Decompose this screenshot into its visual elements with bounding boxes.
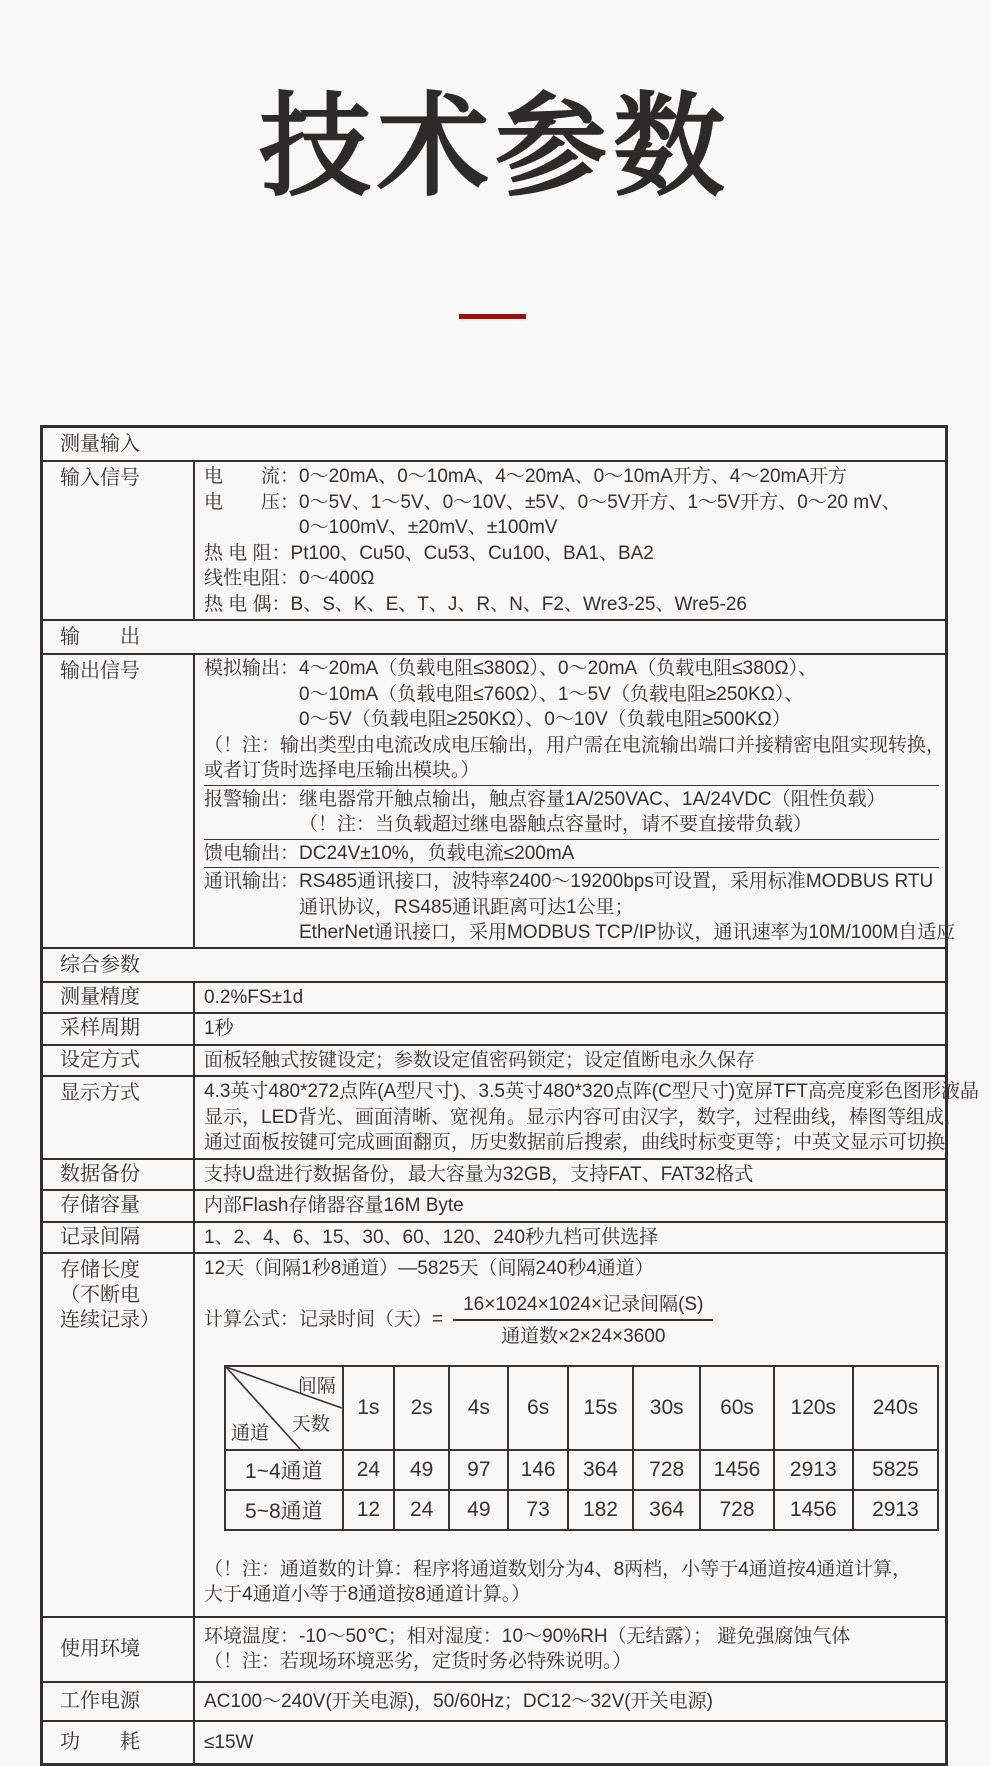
page-title: 技术参数 bbox=[259, 84, 731, 209]
spec-line: （！注：若现场环境恶劣，定货时务必特殊说明。） bbox=[204, 1651, 632, 1672]
spec-value: 内部Flash存储器容量16M Byte bbox=[204, 1195, 464, 1216]
spec-line: 热 电 阻：Pt100、Cu50、Cu53、Cu100、BA1、BA2 bbox=[204, 542, 654, 564]
spec-line: 4.3英寸480*272点阵(A型尺寸)、3.5英寸480*320点阵(C型尺寸)宽屏TFT高亮度彩色图形液晶 bbox=[204, 1081, 979, 1102]
spec-line: 通讯输出：RS485通讯接口，波特率2400～19200bps可设置，采用标准MODBUS RTU bbox=[204, 871, 934, 892]
formula-denominator: 通道数×2×24×3600 bbox=[501, 1325, 666, 1347]
section-label: 输 出 bbox=[60, 626, 140, 648]
comm-output-block bbox=[204, 867, 956, 947]
spec-content bbox=[195, 1722, 945, 1763]
spec-content bbox=[195, 1014, 945, 1044]
spec-label bbox=[43, 1160, 195, 1190]
spec-line: 大于4通道小等于8通道按8通道计算。） bbox=[204, 1584, 531, 1605]
spec-line: 报警输出：继电器常开触点输出，触点容量1A/250VAC、1A/24VDC（阻性负载） bbox=[204, 788, 886, 810]
table-cell: 728 bbox=[633, 1450, 700, 1490]
spec-line: EtherNet通讯接口，采用MODBUS TCP/IP协议，通讯速率为10M/100M自适应 bbox=[299, 922, 956, 943]
spec-content bbox=[195, 1254, 945, 1616]
spec-line: （！注：通道数的计算：程序将通道数划分为4、8两档，小等于4通道按4通道计算， bbox=[204, 1558, 912, 1580]
spec-line: （！注：当负载超过继电器触点容量时，请不要直接带负载） bbox=[299, 814, 813, 835]
feed-output-block bbox=[204, 839, 939, 868]
spec-line: 0～100mV、±20mV、±100mV bbox=[299, 517, 558, 538]
column-header: 120s bbox=[774, 1366, 853, 1450]
title-underline-bar bbox=[459, 314, 526, 319]
spec-line: 通过面板按键可完成画面翻页，历史数据前后搜索，曲线时标变更等；中英文显示可切换 bbox=[204, 1132, 946, 1153]
spec-label bbox=[43, 1683, 195, 1721]
spec-value: 0.2%FS±1d bbox=[204, 986, 304, 1008]
column-header: 15s bbox=[568, 1366, 633, 1450]
table-cell: 5825 bbox=[853, 1450, 938, 1490]
alarm-output-block bbox=[204, 785, 939, 839]
spec-line: 模拟输出：4～20mA（负载电阻≤380Ω）、0～20mA（负载电阻≤380Ω）、 bbox=[204, 658, 818, 679]
storage-formula bbox=[204, 1292, 939, 1349]
column-header: 240s bbox=[853, 1366, 938, 1450]
spec-line: 热 电 偶：B、S、K、E、T、J、R、N、F2、Wre3-25、Wre5-26 bbox=[204, 593, 747, 615]
spec-label bbox=[43, 1223, 195, 1253]
table-cell: 49 bbox=[449, 1490, 508, 1530]
section-row-output bbox=[43, 619, 945, 653]
table-cell: 2913 bbox=[853, 1490, 938, 1530]
spec-value: AC100～240V(开关电源)，50/60Hz；DC12～32V(开关电源) bbox=[204, 1690, 713, 1712]
spec-line: 线性电阻：0～400Ω bbox=[204, 568, 375, 589]
spec-label bbox=[43, 983, 195, 1013]
table-cell: 97 bbox=[449, 1450, 508, 1490]
spec-content bbox=[195, 1683, 945, 1721]
formula-fraction bbox=[453, 1292, 713, 1349]
table-row bbox=[225, 1450, 938, 1490]
spec-label-text: 输出信号 bbox=[60, 660, 140, 682]
formula-numerator: 16×1024×1024×记录间隔(S) bbox=[453, 1292, 713, 1321]
row-consumption bbox=[43, 1720, 945, 1763]
spec-label bbox=[43, 1046, 195, 1076]
section-row-measure-input bbox=[43, 428, 945, 460]
spec-label-text: 存储容量 bbox=[60, 1194, 140, 1217]
spec-label-text: 记录间隔 bbox=[60, 1225, 140, 1248]
spec-label bbox=[43, 462, 195, 619]
table-row bbox=[225, 1490, 938, 1530]
spec-label-text: （不断电 bbox=[60, 1284, 140, 1306]
spec-label-text: 存储长度 bbox=[60, 1259, 140, 1281]
column-header: 4s bbox=[449, 1366, 508, 1450]
spec-label-text: 显示方式 bbox=[60, 1082, 140, 1104]
row-input-signal bbox=[43, 460, 945, 619]
row-display bbox=[43, 1075, 979, 1158]
table-cell: 1456 bbox=[774, 1490, 853, 1530]
storage-range-line: 12天（间隔1秒8通道）—5825天（间隔240秒4通道） bbox=[204, 1258, 654, 1279]
row-backup bbox=[43, 1158, 945, 1190]
storage-days-table bbox=[224, 1365, 939, 1531]
section-label: 综合参数 bbox=[60, 953, 140, 976]
table-cell: 146 bbox=[508, 1450, 567, 1490]
spec-line: 馈电输出：DC24V±10%，负载电流≤200mA bbox=[204, 842, 575, 864]
table-cell: 728 bbox=[700, 1490, 773, 1530]
table-cell: 2913 bbox=[774, 1450, 853, 1490]
table-cell: 49 bbox=[394, 1450, 449, 1490]
row-storage-length bbox=[43, 1252, 945, 1616]
spec-value: 1秒 bbox=[204, 1018, 234, 1039]
corner-header-cell bbox=[225, 1366, 343, 1450]
table-cell: 73 bbox=[508, 1490, 567, 1530]
spec-content bbox=[195, 1618, 945, 1681]
table-cell: 24 bbox=[343, 1450, 394, 1490]
row-setting bbox=[43, 1044, 945, 1076]
spec-value: 1、2、4、6、15、30、60、120、240秒九档可供选择 bbox=[204, 1226, 659, 1248]
spec-line: 电 流：0～20mA、0～10mA、4～20mA、0～10mA开方、4～20mA开方 bbox=[204, 466, 848, 487]
table-cell: 12 bbox=[343, 1490, 394, 1530]
corner-label-days: 天数 bbox=[291, 1413, 330, 1435]
spec-line: 0～5V（负载电阻≥250KΩ）、0～10V（负载电阻≥500KΩ） bbox=[299, 709, 791, 730]
formula-prefix: 计算公式：记录时间（天）= bbox=[204, 1309, 444, 1331]
row-accuracy bbox=[43, 981, 945, 1013]
row-power bbox=[43, 1681, 945, 1721]
spec-label bbox=[43, 1077, 195, 1158]
spec-label-text: 设定方式 bbox=[60, 1048, 140, 1071]
column-header: 60s bbox=[700, 1366, 773, 1450]
analog-output-block bbox=[204, 655, 946, 785]
spec-label-text: 连续记录） bbox=[60, 1309, 160, 1331]
spec-label-text: 测量精度 bbox=[60, 985, 140, 1008]
table-cell: 364 bbox=[568, 1450, 633, 1490]
spec-content bbox=[195, 1191, 945, 1221]
spec-label bbox=[43, 1014, 195, 1044]
spec-content bbox=[195, 1077, 979, 1158]
corner-label-channel: 通道 bbox=[231, 1422, 270, 1444]
table-cell: 364 bbox=[633, 1490, 700, 1530]
spec-value: ≤15W bbox=[204, 1731, 254, 1753]
spec-label bbox=[43, 1722, 195, 1763]
row-sampling bbox=[43, 1012, 945, 1044]
spec-line: （！注：输出类型由电流改成电压输出，用户需在电流输出端口并接精密电阻实现转换， bbox=[204, 734, 946, 756]
spec-line: 0～10mA（负载电阻≤760Ω）、1～5V（负载电阻≥250KΩ）、 bbox=[299, 683, 804, 705]
spec-table bbox=[40, 425, 979, 1766]
spec-label-text: 工作电源 bbox=[60, 1689, 140, 1712]
spec-value: 面板轻触式按键设定；参数设定值密码锁定；设定值断电永久保存 bbox=[204, 1049, 756, 1071]
spec-line: 环境温度：-10～50℃；相对湿度：10～90%RH（无结露）； 避免强腐蚀气体 bbox=[204, 1625, 851, 1647]
section-label: 测量输入 bbox=[60, 433, 140, 455]
spec-content bbox=[195, 983, 945, 1013]
row-label: 5~8通道 bbox=[225, 1490, 343, 1530]
column-header: 2s bbox=[394, 1366, 449, 1450]
spec-label-text: 采样周期 bbox=[60, 1017, 140, 1040]
column-header: 30s bbox=[633, 1366, 700, 1450]
corner-label-interval: 间隔 bbox=[297, 1375, 336, 1397]
table-header-row bbox=[225, 1366, 938, 1450]
spec-content bbox=[195, 655, 956, 947]
row-environment bbox=[43, 1616, 945, 1681]
storage-note bbox=[204, 1557, 939, 1608]
row-capacity bbox=[43, 1189, 945, 1221]
spec-label-text: 功 耗 bbox=[60, 1731, 140, 1753]
spec-content bbox=[195, 1223, 945, 1253]
row-interval bbox=[43, 1221, 945, 1253]
spec-label bbox=[43, 1618, 195, 1681]
column-header: 1s bbox=[343, 1366, 394, 1450]
section-row-general bbox=[43, 947, 945, 981]
spec-label bbox=[43, 655, 195, 947]
spec-content bbox=[195, 462, 945, 619]
spec-label bbox=[43, 1254, 195, 1616]
spec-value: 支持U盘进行数据备份，最大容量为32GB，支持FAT、FAT32格式 bbox=[204, 1163, 754, 1185]
row-output-signal bbox=[43, 653, 956, 947]
spec-content bbox=[195, 1046, 945, 1076]
spec-line: 通讯协议，RS485通讯距离可达1公里； bbox=[299, 896, 634, 918]
spec-label-text: 输入信号 bbox=[60, 467, 140, 489]
spec-content bbox=[195, 1160, 945, 1190]
spec-label-text: 数据备份 bbox=[60, 1162, 140, 1185]
row-label: 1~4通道 bbox=[225, 1450, 343, 1490]
table-cell: 182 bbox=[568, 1490, 633, 1530]
table-cell: 1456 bbox=[700, 1450, 773, 1490]
column-header: 6s bbox=[508, 1366, 567, 1450]
spec-label bbox=[43, 1191, 195, 1221]
spec-line: 电 压：0～5V、1～5V、0～10V、±5V、0～5V开方、1～5V开方、0～20 mV、 bbox=[204, 491, 901, 513]
spec-line: 或者订货时选择电压输出模块。） bbox=[204, 760, 480, 781]
table-cell: 24 bbox=[394, 1490, 449, 1530]
spec-label-text: 使用环境 bbox=[60, 1637, 140, 1660]
spec-line: 显示，LED背光、画面清晰、宽视角。显示内容可由汉字，数字，过程曲线，棒图等组成， bbox=[204, 1106, 963, 1128]
